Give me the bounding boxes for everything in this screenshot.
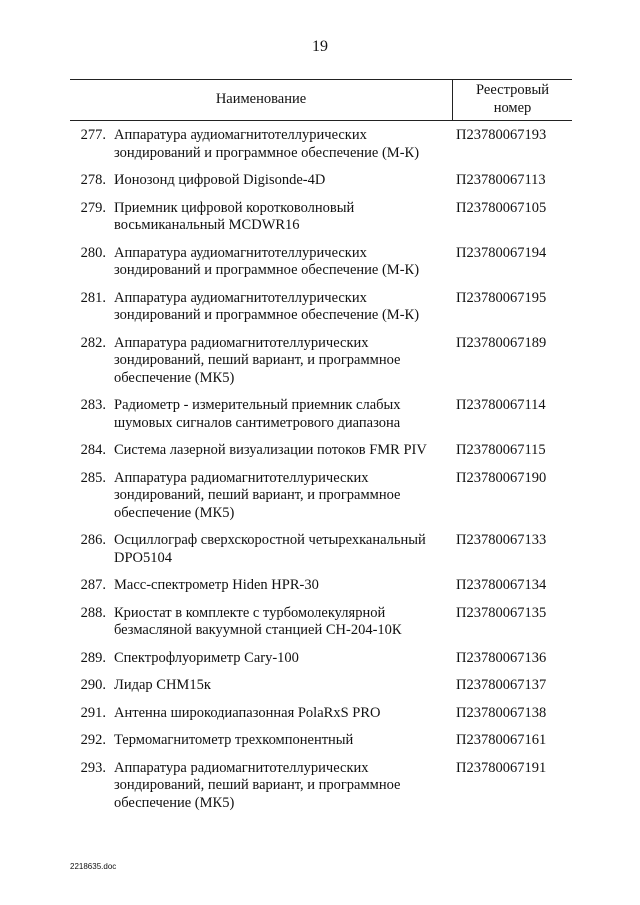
table-row [70, 127, 580, 162]
row-name-line: Аппаратура аудиомагнитотеллурических [114, 289, 367, 306]
row-name-line: шумовых сигналов сантиметрового диапазона [114, 414, 401, 431]
column-header-registry-line: Реестровый [476, 82, 549, 98]
row-name [114, 650, 452, 668]
row-registry-number: П23780067136 [456, 649, 547, 666]
row-name-line: Аппаратура радиомагнитотеллурических [114, 469, 369, 486]
row-registry-number: П23780067105 [456, 199, 547, 216]
row-registry-number: П23780067138 [456, 704, 547, 721]
row-registry-number: П23780067190 [456, 469, 547, 486]
row-name-line: Масс-спектрометр Hiden HPR-30 [114, 577, 319, 593]
row-number: 293. [80, 759, 106, 776]
row-name-line: зондирований, пеший вариант, и программное [114, 352, 401, 368]
row-registry-number: П23780067113 [456, 172, 546, 188]
row-registry-number: П23780067115 [456, 442, 546, 458]
row-name [114, 705, 452, 723]
row-name-line: Термомагнитометр трехкомпонентный [114, 732, 354, 748]
document-filename: 2218635.doc [70, 862, 117, 871]
row-name-line: Приемник цифровой коротковолновый [114, 199, 355, 216]
row-name [114, 442, 452, 460]
row-name-line: Радиометр - измерительный приемник слабых [114, 397, 401, 413]
row-name-line: Лидар CHM15к [114, 677, 211, 693]
row-name [114, 245, 452, 280]
row-name-line: зондирований, пеший вариант, и программное [114, 777, 401, 793]
row-name [114, 760, 452, 813]
table-row [70, 532, 580, 567]
row-number: 277. [80, 127, 106, 143]
row-number: 285. [80, 469, 106, 486]
row-name-line: зондирований и программное обеспечение (М-К) [114, 307, 420, 323]
row-number: 282. [80, 334, 106, 351]
row-registry-number: П23780067114 [456, 397, 546, 413]
row-name [114, 677, 452, 695]
table-row [70, 442, 580, 460]
row-name-line: обеспечение (МК5) [114, 369, 235, 386]
row-number: 291. [80, 704, 106, 721]
row-name [114, 127, 452, 162]
row-registry-number: П23780067161 [456, 732, 547, 748]
column-header-registry [453, 81, 572, 117]
row-number: 292. [80, 732, 106, 748]
row-name-line: безмасляной вакуумной станцией СН-204-10К [114, 622, 402, 638]
row-name-line: восьмиканальный MCDWR16 [114, 217, 300, 233]
table-row [70, 677, 580, 695]
row-name [114, 397, 452, 432]
row-name [114, 200, 452, 235]
table-row [70, 650, 580, 668]
row-registry-number: П23780067137 [456, 677, 547, 693]
row-name-line: Ионозонд цифровой Digisonde-4D [114, 172, 326, 188]
table-row [70, 605, 580, 640]
table-row [70, 200, 580, 235]
row-number: 279. [80, 199, 106, 216]
column-header-name: Наименование [215, 91, 307, 107]
row-number: 283. [80, 397, 106, 413]
row-name-line: Криостат в комплекте с турбомолекулярной [114, 604, 386, 621]
table-top-rule [70, 79, 572, 80]
row-name [114, 532, 452, 567]
row-number: 278. [80, 172, 106, 188]
row-name-line: Осциллограф сверхскоростной четырехканальный [114, 532, 426, 548]
table-row [70, 470, 580, 523]
row-number: 288. [80, 604, 106, 621]
row-name [114, 470, 452, 523]
row-name-line: зондирований, пеший вариант, и программное [114, 487, 401, 503]
row-name-line: обеспечение (МК5) [114, 504, 235, 521]
row-name [114, 577, 452, 595]
table-row [70, 732, 580, 750]
table-row [70, 705, 580, 723]
row-name-line: зондирований и программное обеспечение (М-К) [114, 262, 420, 278]
row-name [114, 732, 452, 750]
row-registry-number: П23780067193 [456, 127, 547, 143]
row-name [114, 605, 452, 640]
equipment-table-body [70, 127, 580, 822]
row-name-line: обеспечение (МК5) [114, 794, 235, 811]
row-name [114, 172, 452, 190]
table-row [70, 397, 580, 432]
row-name-line: DPO5104 [114, 549, 173, 566]
row-name-line: Аппаратура радиомагнитотеллурических [114, 334, 369, 351]
row-name-line: Система лазерной визуализации потоков FMR PIV [114, 442, 427, 458]
table-row [70, 290, 580, 325]
table-row [70, 760, 580, 813]
row-name-line: Аппаратура радиомагнитотеллурических [114, 759, 369, 776]
row-registry-number: П23780067194 [456, 244, 547, 261]
table-row [70, 172, 580, 190]
row-name-line: Спектрофлуориметр Cary-100 [114, 649, 299, 666]
table-row [70, 335, 580, 388]
row-registry-number: П23780067191 [456, 759, 547, 776]
row-number: 290. [80, 677, 106, 693]
table-row [70, 577, 580, 595]
row-number: 286. [80, 532, 106, 548]
row-name-line: Аппаратура аудиомагнитотеллурических [114, 127, 367, 143]
row-registry-number: П23780067135 [456, 604, 547, 621]
row-registry-number: П23780067134 [456, 577, 547, 593]
page-number: 19 [312, 38, 328, 55]
row-number: 287. [80, 577, 106, 593]
row-number: 280. [80, 244, 106, 261]
row-name-line: Антенна широкодиапазонная PolaRxS PRO [114, 704, 381, 721]
row-registry-number: П23780067133 [456, 532, 547, 548]
table-row [70, 245, 580, 280]
column-header-registry-line: номер [493, 100, 532, 116]
row-number: 289. [80, 649, 106, 666]
row-name-line: Аппаратура аудиомагнитотеллурических [114, 244, 367, 261]
row-registry-number: П23780067195 [456, 289, 547, 306]
row-number: 281. [80, 289, 106, 306]
row-name [114, 290, 452, 325]
row-name [114, 335, 452, 388]
row-number: 284. [80, 442, 106, 458]
row-name-line: зондирований и программное обеспечение (М-К) [114, 144, 420, 161]
row-registry-number: П23780067189 [456, 334, 547, 351]
table-header-rule [70, 120, 572, 121]
